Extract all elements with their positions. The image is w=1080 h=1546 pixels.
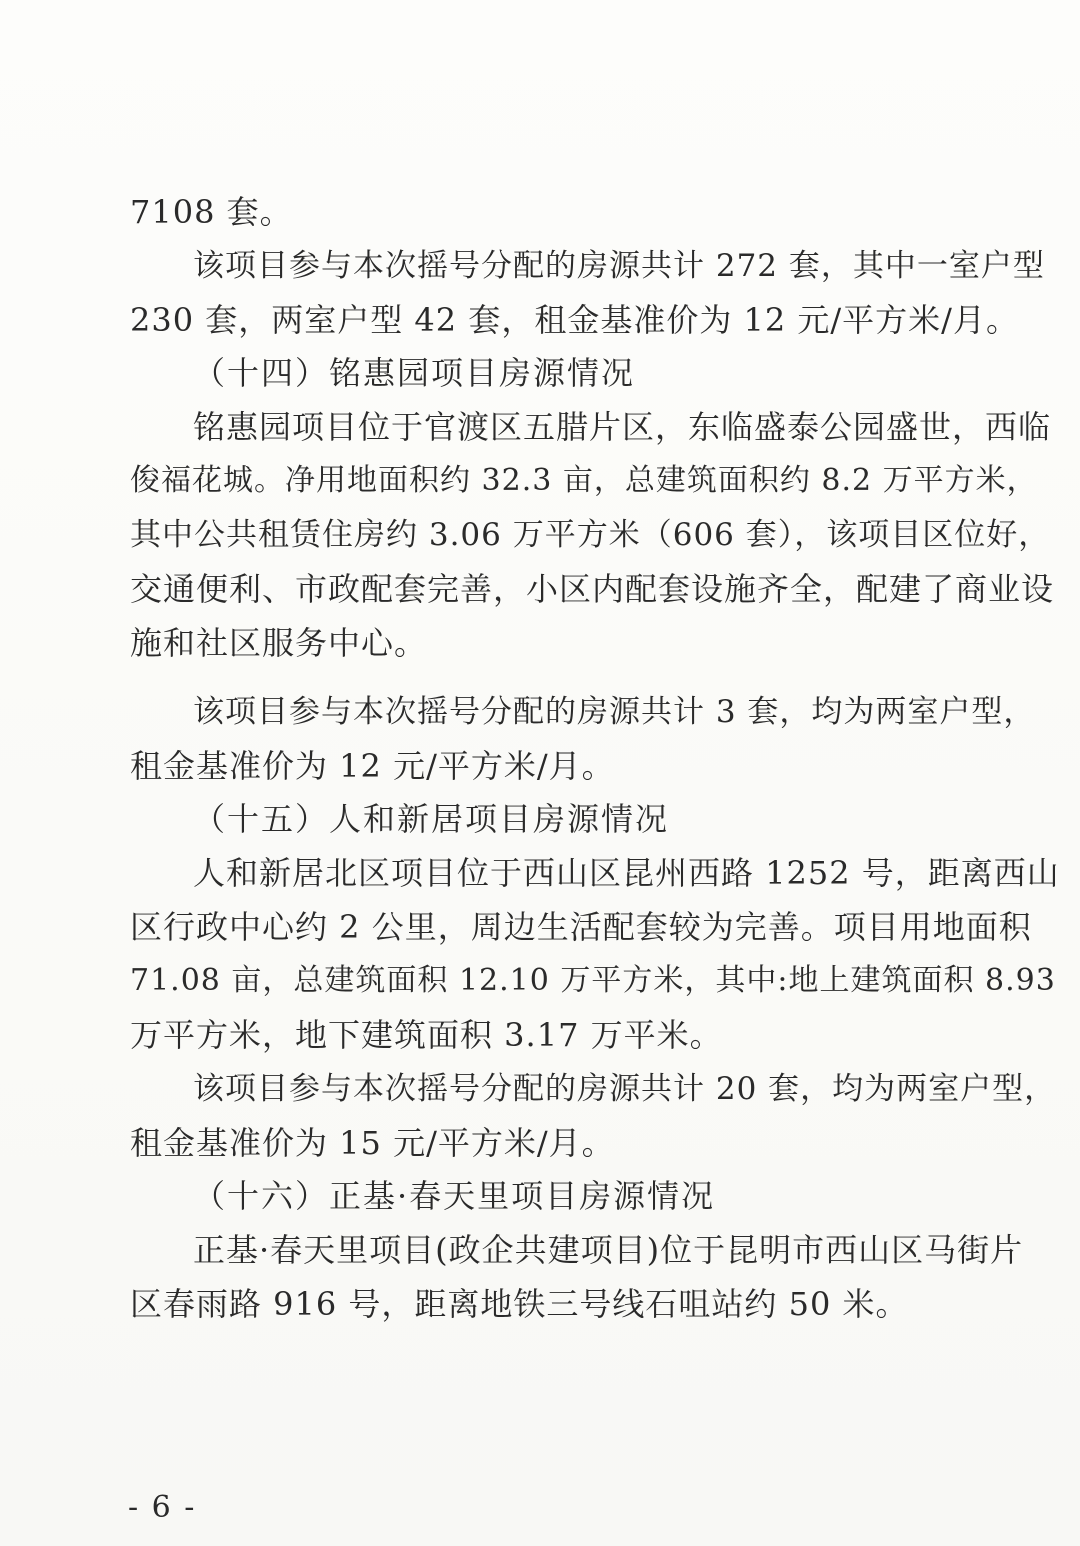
page-number: - 6 -	[128, 1490, 197, 1525]
text-line: 正基·春天里项目(政企共建项目)位于昆明市西山区马街片	[193, 1231, 1024, 1269]
text-line: 俊福花城。净用地面积约 32.3 亩，总建筑面积约 8.2 万平方米，	[130, 463, 1038, 498]
text-line: 区行政中心约 2 公里，周边生活配套较为完善。项目用地面积	[130, 908, 1032, 946]
text-line: 施和社区服务中心。	[130, 624, 428, 662]
text-line: 交通便利、市政配套完善，小区内配套设施齐全，配建了商业设	[130, 570, 1055, 608]
text-line: 7108 套。	[130, 193, 293, 231]
text-line: 区春雨路 916 号，距离地铁三号线石咀站约 50 米。	[130, 1285, 909, 1323]
text-line: 其中公共租赁住房约 3.06 万平方米（606 套），该项目区位好，	[130, 517, 1051, 553]
text-line: 租金基准价为 12 元/平方米/月。	[130, 747, 615, 785]
text-line: 该项目参与本次摇号分配的房源共计 20 套，均为两室户型，	[193, 1071, 1057, 1107]
text-line: 万平方米，地下建筑面积 3.17 万平米。	[130, 1016, 723, 1054]
text-line: 租金基准价为 15 元/平方米/月。	[130, 1124, 615, 1162]
text-line: 该项目参与本次摇号分配的房源共计 272 套，其中一室户型	[193, 248, 1045, 284]
text-line: 230 套，两室户型 42 套，租金基准价为 12 元/平方米/月。	[130, 301, 1019, 339]
section-heading: （十五）人和新居项目房源情况	[193, 800, 670, 838]
text-line: 人和新居北区项目位于西山区昆州西路 1252 号，距离西山	[193, 854, 1060, 892]
section-heading: （十六）正基·春天里项目房源情况	[193, 1177, 716, 1215]
text-line: 铭惠园项目位于官渡区五腊片区，东临盛泰公园盛世，西临	[193, 408, 1052, 446]
text-line: 71.08 亩，总建筑面积 12.10 万平方米，其中:地上建筑面积 8.93	[130, 963, 1056, 998]
text-line: 该项目参与本次摇号分配的房源共计 3 套，均为两室户型，	[193, 694, 1036, 730]
section-heading: （十四）铭惠园项目房源情况	[193, 354, 636, 392]
